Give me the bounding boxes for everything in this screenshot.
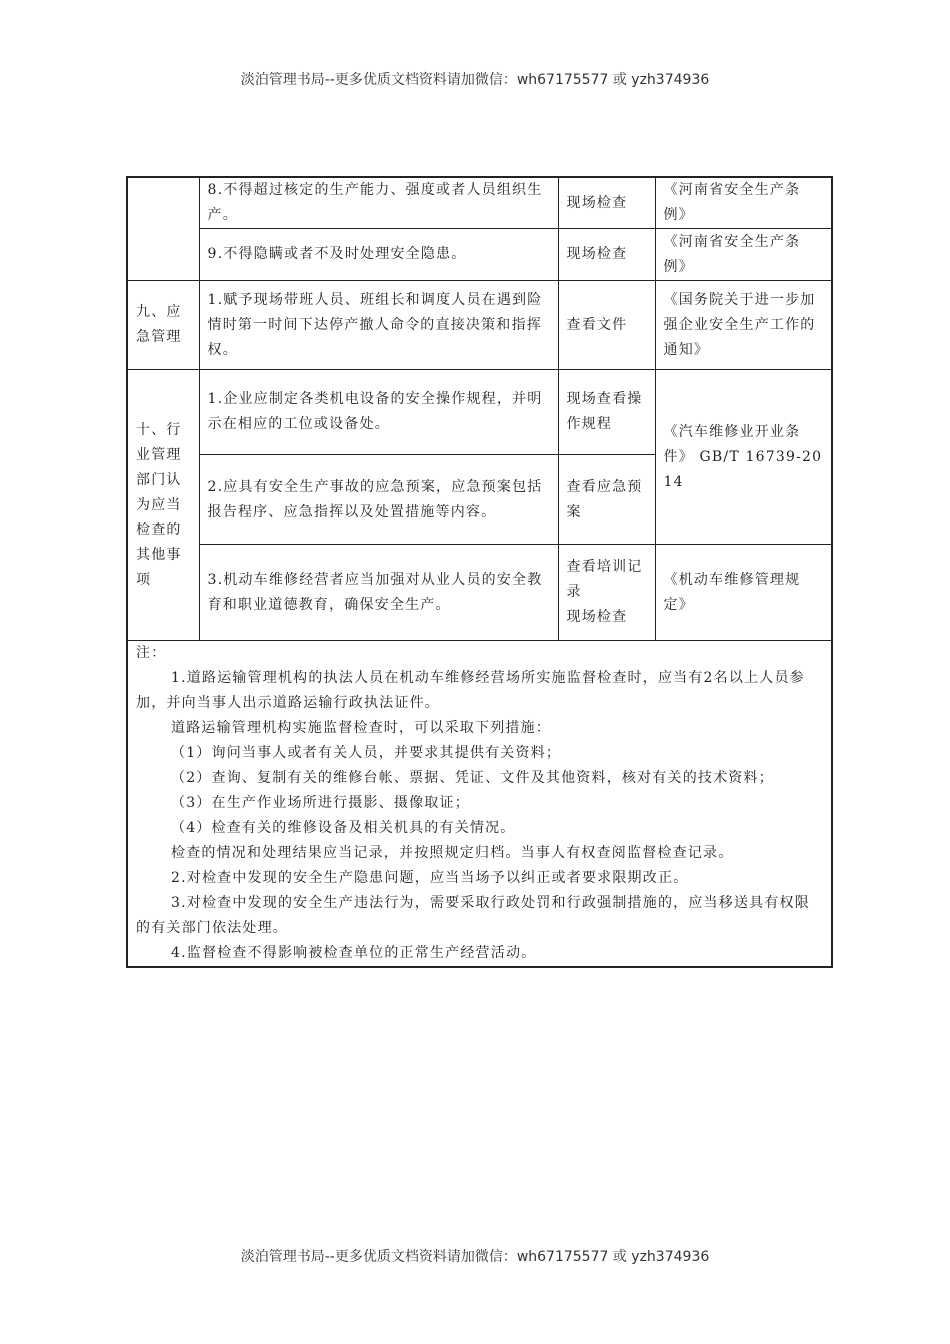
content-cell: 1.赋予现场带班人员、班组长和调度人员在遇到险情时第一时间下达停产撤人命令的直接决策和指挥权。 (199, 281, 558, 370)
note-label: 注： (136, 645, 167, 661)
table-row (127, 370, 832, 455)
content-cell: 1.企业应制定各类机电设备的安全操作规程，并明示在相应的工位或设备处。 (199, 370, 558, 455)
table-row (127, 281, 832, 370)
basis-cell: 《机动车维修管理规定》 (655, 545, 832, 641)
method-cell: 查看文件 (558, 281, 655, 370)
note-row (127, 641, 832, 968)
inspection-table (126, 176, 833, 968)
basis-cell: 《国务院关于进一步加强企业安全生产工作的通知》 (655, 281, 832, 370)
content-cell: 3.机动车维修经营者应当加强对从业人员的安全教育和职业道德教育，确保安全生产。 (199, 545, 558, 641)
basis-cell: 《河南省安全生产条例》 (655, 177, 832, 229)
method-line: 查看培训记录 (566, 559, 643, 600)
table-row (127, 545, 832, 641)
method-cell: 现场检查 (558, 229, 655, 281)
note-paragraph: 2.对检查中发现的安全生产隐患问题，应当当场予以纠正或者要求限期改正。 (171, 870, 689, 886)
content-cell: 8.不得超过核定的生产能力、强度或者人员组织生产。 (199, 177, 558, 229)
page-header: 淡泊管理书局--更多优质文档资料请加微信：wh67175577 或 yzh374936 (240, 72, 710, 88)
note-cell (127, 641, 832, 968)
table-row (127, 229, 832, 281)
note-paragraph: 3.对检查中发现的安全生产违法行为，需要采取行政处罚和行政强制措施的，应当移送具有权限的有关部门依法处理。 (136, 895, 810, 936)
note-paragraph: 检查的情况和处理结果应当记录，并按照规定归档。当事人有权查阅监督检查记录。 (171, 845, 734, 861)
basis-cell: 《河南省安全生产条例》 (655, 229, 832, 281)
page-footer: 淡泊管理书局--更多优质文档资料请加微信：wh67175577 或 yzh374936 (240, 1249, 710, 1265)
note-paragraph: （4）检查有关的维修设备及相关机具的有关情况。 (171, 820, 516, 836)
method-line: 现场检查 (566, 609, 628, 625)
note-paragraph: 1.道路运输管理机构的执法人员在机动车维修经营场所实施监督检查时，应当有2名以上人员参加，并向当事人出示道路运输行政执法证件。 (136, 670, 805, 711)
note-paragraph: 4.监督检查不得影响被检查单位的正常生产经营活动。 (171, 945, 537, 961)
method-cell: 现场查看操作规程 (558, 370, 655, 455)
content-cell: 9.不得隐瞒或者不及时处理安全隐患。 (199, 229, 558, 281)
category-cell (127, 177, 199, 281)
note-paragraph: （3）在生产作业场所进行摄影、摄像取证； (171, 795, 470, 811)
category-cell: 十、行业管理部门认为应当检查的其他事项 (127, 370, 199, 641)
note-paragraph: 道路运输管理机构实施监督检查时，可以采取下列措施： (171, 720, 551, 736)
basis-cell: 《汽车维修业开业条件》 GB/T 16739-2014 (655, 370, 832, 545)
method-cell (558, 545, 655, 641)
table-row (127, 177, 832, 229)
note-paragraph: （2）查询、复制有关的维修台帐、票据、凭证、文件及其他资料，核对有关的技术资料； (171, 770, 774, 786)
content-cell: 2.应具有安全生产事故的应急预案，应急预案包括报告程序、应急指挥以及处置措施等内容。 (199, 455, 558, 545)
method-cell: 现场检查 (558, 177, 655, 229)
note-paragraph: （1）询问当事人或者有关人员，并要求其提供有关资料； (171, 745, 562, 761)
category-cell: 九、应急管理 (127, 281, 199, 370)
method-cell: 查看应急预案 (558, 455, 655, 545)
